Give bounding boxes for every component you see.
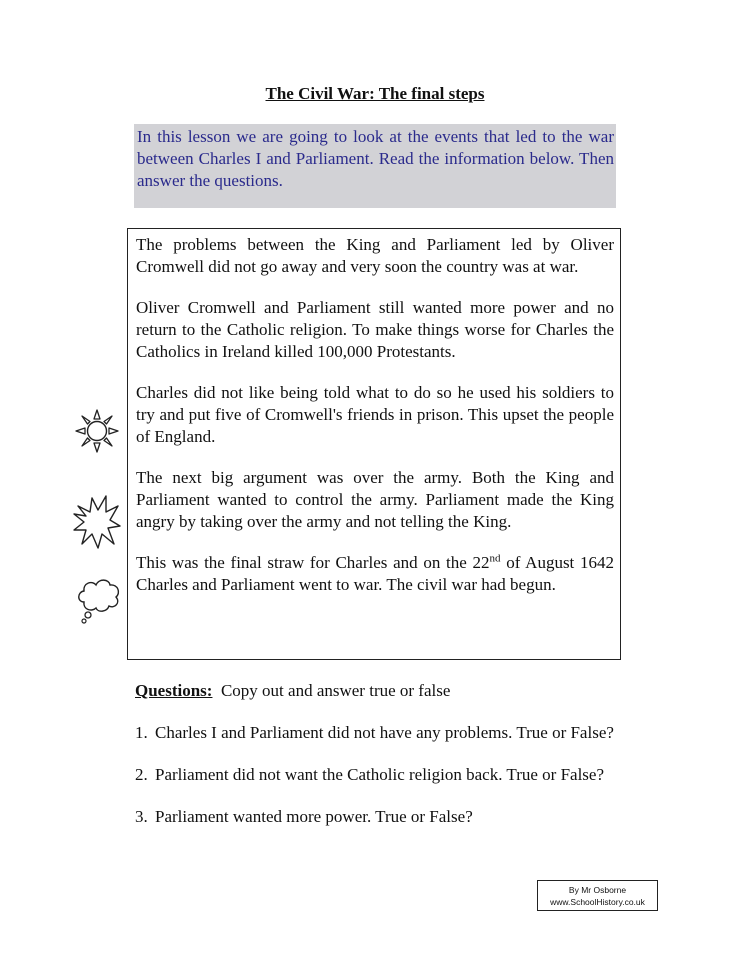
sun-icon xyxy=(74,408,120,454)
information-box xyxy=(127,228,621,660)
thought-bubble-icon xyxy=(74,574,124,626)
questions-instruction: Copy out and answer true or false xyxy=(220,681,451,700)
info-paragraph-5-end: of August 1642 Charles and Parliament went to war. The civil war had begun. xyxy=(136,553,614,594)
info-paragraph-1: The problems between the King and Parliament led by Oliver Cromwell did not go away and very soon the country was at war. xyxy=(136,235,614,276)
questions-heading xyxy=(135,680,620,702)
credit-website: www.SchoolHistory.co.uk xyxy=(550,897,645,907)
questions-section xyxy=(135,680,620,848)
question-1 xyxy=(135,722,620,744)
question-number: 3. xyxy=(135,807,148,826)
info-paragraph-3: Charles did not like being told what to do so he used his soldiers to try and put five of Cromwell's friends in prison. This upset the people of England. xyxy=(136,383,614,446)
ordinal-suffix: nd xyxy=(489,552,501,565)
question-text: Parliament did not want the Catholic religion back. True or False? xyxy=(155,765,604,784)
credit-box xyxy=(537,880,658,911)
question-text: Charles I and Parliament did not have any problems. True or False? xyxy=(155,723,614,742)
info-paragraph-4: The next big argument was over the army. Both the King and Parliament wanted to control the army. Parliament made the King angry by taking over the army and not telling the King. xyxy=(136,468,614,531)
question-2 xyxy=(135,764,620,786)
burst-icon xyxy=(72,494,122,550)
info-paragraph-5-start: This was the final straw for Charles and on the 22 xyxy=(136,553,490,572)
credit-author: By Mr Osborne xyxy=(568,885,627,895)
question-3 xyxy=(135,806,620,828)
questions-label: Questions: xyxy=(135,681,213,700)
question-number: 2. xyxy=(135,765,148,784)
page-title: The Civil War: The final steps xyxy=(265,84,485,103)
info-paragraph-5 xyxy=(136,552,614,596)
question-text: Parliament wanted more power. True or False? xyxy=(155,807,473,826)
info-paragraph-2: Oliver Cromwell and Parliament still wanted more power and no return to the Catholic religion. To make things worse for Charles the Catholics in Ireland killed 100,000 Protestants. xyxy=(136,298,614,361)
question-number: 1. xyxy=(135,723,148,742)
lesson-intro: In this lesson we are going to look at the events that led to the war between Charles I and Parliament. Read the information below. Then answer the questions. xyxy=(134,124,616,208)
